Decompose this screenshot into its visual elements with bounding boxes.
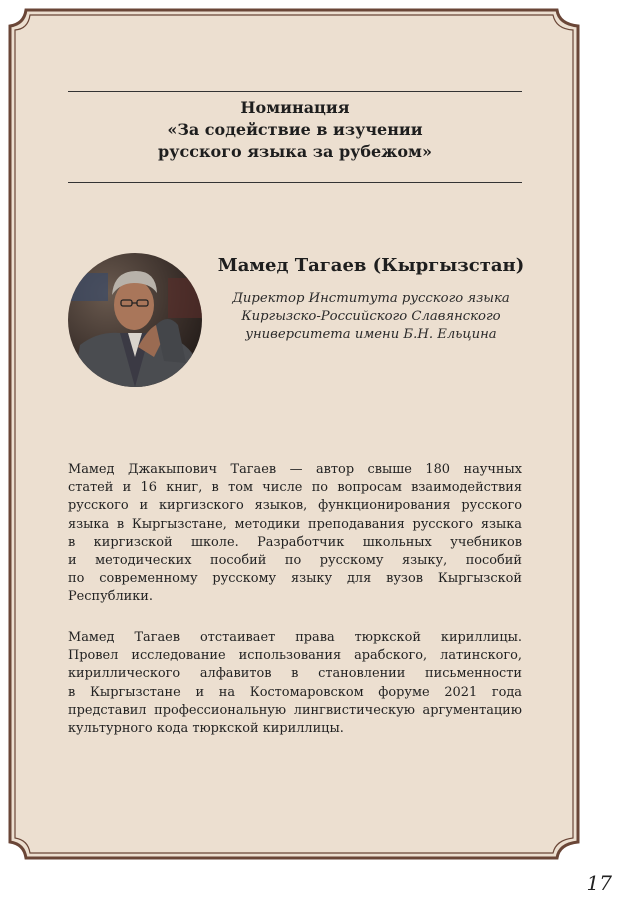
bio-paragraph-2: [68, 629, 522, 738]
bio-p1-line: Республики.: [68, 589, 153, 605]
position-line-2: Киргызско-Российского Славянского: [241, 309, 501, 324]
bio-p1-line: по современному русскому языку для вузов Кыргызской: [68, 571, 522, 587]
bio-paragraph-1: [68, 461, 522, 607]
position-line-1: Директор Института русского языка: [232, 291, 510, 306]
bio-p1-line: Мамед Джакыпович Тагаев — автор свыше 180 научных: [68, 462, 522, 477]
bio-p2-line: в Кыргызстане и на Костомаровском форуме 2021 года: [68, 684, 522, 700]
bio-p1-line: статей и 16 книг, в том числе по вопросам взаимодействия: [68, 480, 522, 496]
bio-p1-line: языка в Кыргызстане, методики преподавания русского языка: [68, 516, 522, 532]
nomination-line-2: «За содействие в изучении: [167, 120, 423, 139]
person-name: Мамед Тагаев (Кыргызстан): [217, 255, 525, 276]
bio-p1-line: русского и киргизского языков, функционирования русского: [68, 498, 522, 514]
bio-p2-line: кириллического алфавитов в становлении письменности: [68, 666, 522, 682]
bio-p2-line: представил профессиональную лингвистическую аргументацию: [68, 702, 522, 718]
position-line-3: университета имени Б.Н. Ельцина: [245, 327, 497, 342]
nomination-line-3: русского языка за рубежом»: [158, 142, 432, 161]
portrait-photo: [68, 253, 202, 387]
nomination-title: [68, 97, 522, 163]
nomination-line-1: Номинация: [240, 98, 350, 117]
top-rule: [68, 91, 522, 92]
bio-p2-line: Провел исследование использования арабского, латинского,: [68, 648, 522, 664]
bio-p2-line: Мамед Тагаев отстаивает права тюркской кириллицы.: [68, 630, 522, 645]
bio-p1-line: в киргизской школе. Разработчик школьных учебников: [68, 534, 522, 550]
bio-p1-line: и методических пособий по русскому языку, пособий: [68, 552, 522, 568]
bottom-rule: [68, 182, 522, 183]
bio-p2-line: культурного кода тюркской кириллицы.: [68, 720, 344, 736]
page-number: 17: [586, 871, 612, 895]
person-position: [210, 290, 532, 344]
